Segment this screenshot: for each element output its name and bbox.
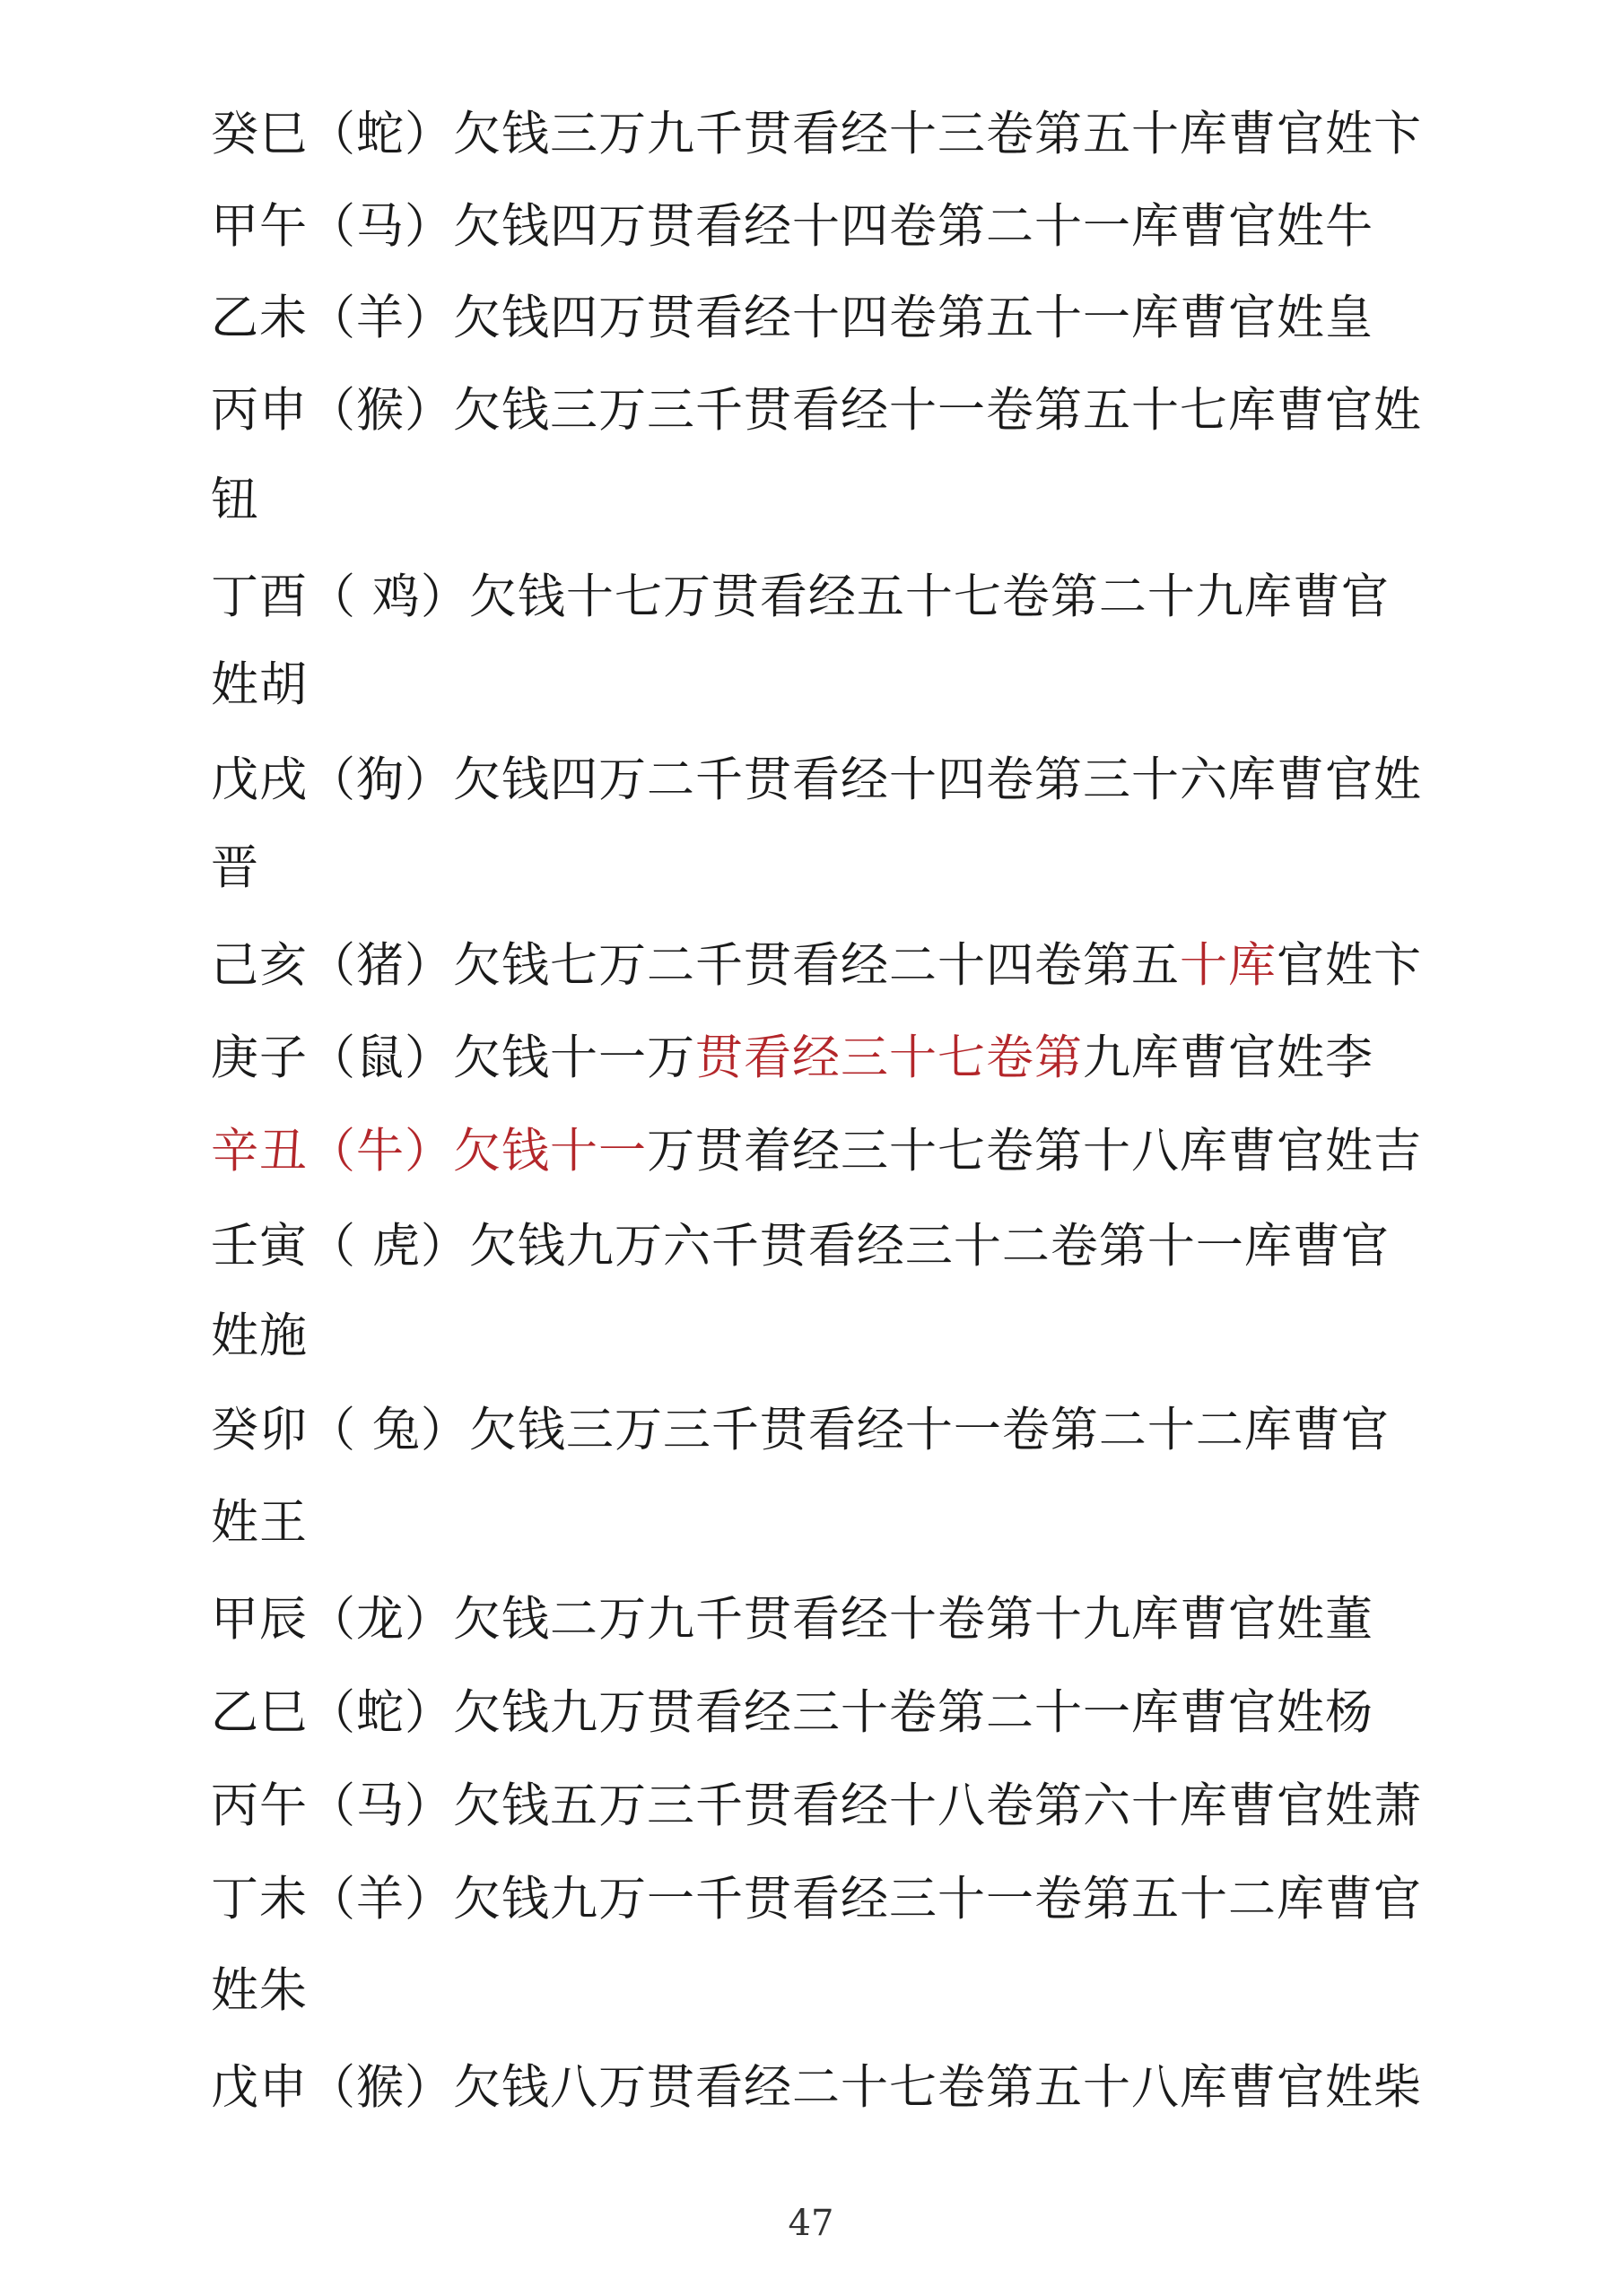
text-segment: 庚子（鼠）欠钱十一万 (211, 1031, 695, 1085)
text-line: 姓王 (211, 1495, 308, 1550)
text-line: 甲午（马）欠钱四万贯看经十四卷第二十一库曹官姓牛 (211, 199, 1373, 254)
text-segment: 万贯着经三十七卷第十八库曹官姓吉 (647, 1124, 1422, 1178)
red-text-segment: 十库 (1180, 938, 1277, 993)
text-line: 甲辰（龙）欠钱二万九千贯看经十卷第十九库曹官姓董 (211, 1592, 1373, 1647)
red-text-segment: 辛丑（牛）欠钱十一 (211, 1124, 647, 1178)
red-text-segment: 贯看经三十七卷第 (695, 1031, 1083, 1085)
text-line: 丁未（羊）欠钱九万一千贯看经三十一卷第五十二库曹官 (211, 1872, 1422, 1926)
text-line: 姓施 (211, 1309, 308, 1363)
text-line: 癸卯（ 兔）欠钱三万三千贯看经十一卷第二十二库曹官 (211, 1403, 1390, 1457)
text-segment: 己亥（猪）欠钱七万二千贯看经二十四卷第五 (211, 938, 1180, 993)
text-line: 姓朱 (211, 1963, 308, 2018)
text-line: 晋 (211, 840, 259, 895)
text-line (211, 1123, 1467, 1180)
page-number: 47 (788, 2203, 834, 2244)
text-line: 丙申（猴）欠钱三万三千贯看经十一卷第五十七库曹官姓 (211, 383, 1422, 438)
text-line: 壬寅（ 虎）欠钱九万六千贯看经三十二卷第十一库曹官 (211, 1219, 1390, 1274)
text-line: 丙午（马）欠钱五万三千贯看经十八卷第六十库曹官姓萧 (211, 1779, 1422, 1833)
text-line: 癸巳（蛇）欠钱三万九千贯看经十三卷第五十库曹官姓卞 (211, 107, 1422, 161)
text-line (211, 937, 1467, 995)
text-line: 乙巳（蛇）欠钱九万贯看经三十卷第二十一库曹官姓杨 (211, 1685, 1373, 1740)
text-line: 乙未（羊）欠钱四万贯看经十四卷第五十一库曹官姓皇 (211, 291, 1373, 345)
text-segment: 官姓卞 (1277, 938, 1422, 993)
text-line: 钮 (211, 473, 259, 527)
text-line (211, 1030, 1467, 1087)
text-line: 丁酉（ 鸡）欠钱十七万贯看经五十七卷第二十九库曹官 (211, 570, 1390, 624)
text-line: 戊申（猴）欠钱八万贯看经二十七卷第五十八库曹官姓柴 (211, 2060, 1422, 2115)
text-line: 戊戌（狗）欠钱四万二千贯看经十四卷第三十六库曹官姓 (211, 752, 1422, 807)
text-segment: 九库曹官姓李 (1083, 1031, 1373, 1085)
text-line: 姓胡 (211, 657, 308, 712)
